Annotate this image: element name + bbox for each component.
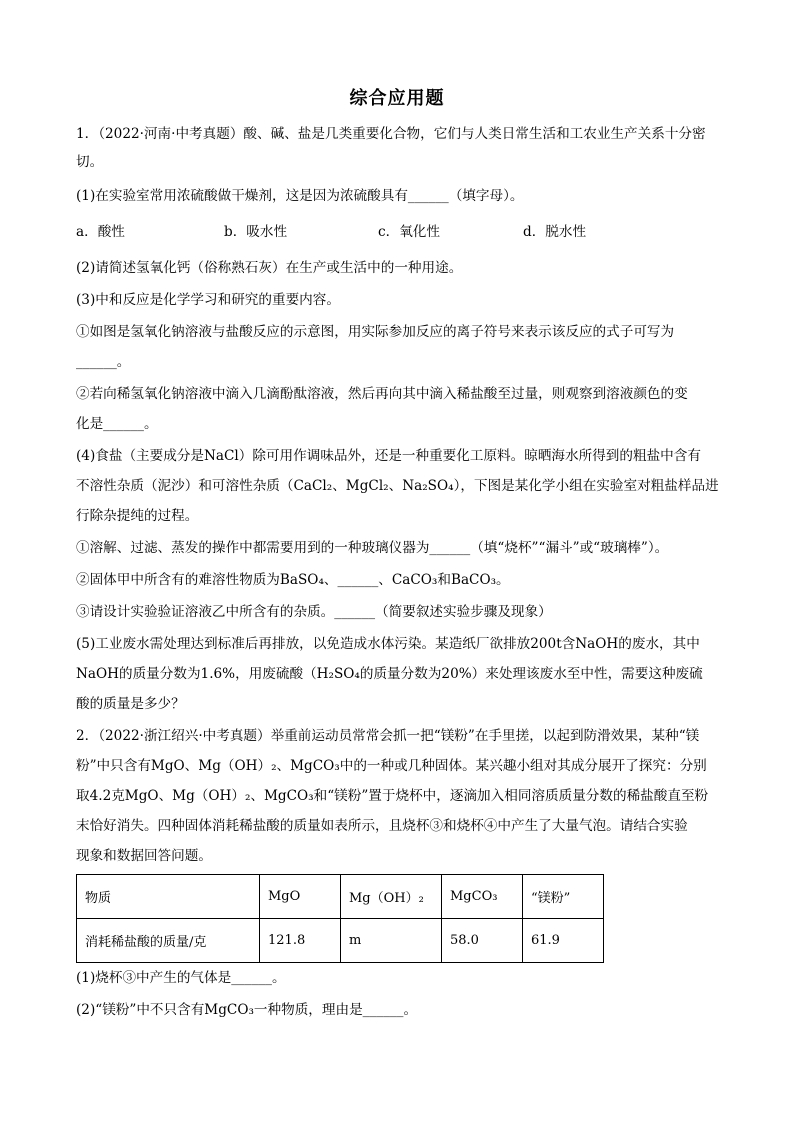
q1-stem-line-1: 1．（2022·河南·中考真题）酸、碱、盐是几类重要化合物，它们与人类日常生活和工农业生产关系十分密 <box>76 126 706 142</box>
q1-part-2: (2)请简述氢氧化钙（俗称熟石灰）在生产或生活中的一种用途。 <box>76 260 463 276</box>
page-title: 综合应用题 <box>349 88 445 109</box>
q2-stem-line-4: 末恰好消失。四种固体消耗稀盐酸的质量如表所示，且烧杯③和烧杯④中产生了大量气泡。请结合实验 <box>76 818 688 834</box>
consumption-table <box>76 874 604 963</box>
q1-part-4-2: ②固体甲中所含有的难溶性物质为BaSO₄、______、CaCO₃和BaCO₃。 <box>76 572 510 588</box>
q1-part-3-2-line-1: ②若向稀氢氧化钠溶液中滴入几滴酚酞溶液，然后再向其中滴入稀盐酸至过量，则观察到溶液颜色的变 <box>76 386 688 402</box>
q2-stem-line-1: 2．（2022·浙江绍兴·中考真题）举重前运动员常常会抓一把“镁粉”在手里搓，以起到防滑效果，某种“镁 <box>76 728 700 744</box>
q1-option-b: b．吸水性 <box>224 224 288 240</box>
q2-part-1: (1)烧杯③中产生的气体是______。 <box>76 970 286 986</box>
q1-part-3: (3)中和反应是化学学习和研究的重要内容。 <box>76 292 340 308</box>
q2-stem-line-2: 粉”中只含有MgO、Mg（OH）₂、MgCO₃中的一种或几种固体。某兴趣小组对其成分展开了探究：分别 <box>76 758 707 774</box>
q1-part-5-line-3: 酸的质量是多少？ <box>76 696 185 712</box>
table-header-cell: MgCO₃ <box>442 875 523 919</box>
table-row <box>77 919 604 963</box>
q1-part-5-line-2: NaOH的质量分数为1.6%，用废硫酸（H₂SO₄的质量分数为20%）来处理该废水至中性，需要这种废硫 <box>76 666 703 682</box>
table-cell: 121.8 <box>260 919 341 963</box>
q1-part-3-1-line-1: ①如图是氢氧化钠溶液与盐酸反应的示意图，用实际参加反应的离子符号来表示该反应的式子可写为 <box>76 324 675 340</box>
table-cell: 消耗稀盐酸的质量/克 <box>77 919 260 963</box>
table-cell: m <box>341 919 442 963</box>
q1-part-3-1-line-2: ______。 <box>76 354 131 370</box>
q1-part-4-line-1: (4)食盐（主要成分是NaCl）除可用作调味品外，还是一种重要化工原料。晾晒海水所得到的粗盐中含有 <box>76 448 701 464</box>
q2-stem-line-3: 取4.2克MgO、Mg（OH）₂、MgCO₃和“镁粉”置于烧杯中，逐滴加入相同溶质质量分数的稀盐酸直至粉 <box>76 788 709 804</box>
table-cell: 61.9 <box>523 919 604 963</box>
q1-option-c: c．氧化性 <box>378 224 440 240</box>
table-header-cell: “镁粉” <box>523 875 604 919</box>
q1-part-3-2-line-2: 化是______。 <box>76 416 158 432</box>
q2-stem-line-5: 现象和数据回答问题。 <box>76 848 212 864</box>
q1-part-1: (1)在实验室常用浓硫酸做干燥剂，这是因为浓硫酸具有______（填字母）。 <box>76 188 524 204</box>
table-header-cell: MgO <box>260 875 341 919</box>
q1-part-4-1: ①溶解、过滤、蒸发的操作中都需要用到的一种玻璃仪器为______（填“烧杯”“漏斗”或“玻璃棒”）。 <box>76 540 669 556</box>
q1-option-a: a．酸性 <box>76 224 125 240</box>
table-header-row <box>77 875 604 919</box>
table-header-cell: Mg（OH）₂ <box>341 875 442 919</box>
q1-part-4-3: ③请设计实验验证溶液乙中所含有的杂质。______（简要叙述实验步骤及现象） <box>76 604 552 620</box>
q1-part-4-line-3: 行除杂提纯的过程。 <box>76 508 199 524</box>
table-header-cell: 物质 <box>77 875 260 919</box>
q1-option-d: d．脱水性 <box>523 224 587 240</box>
q1-part-4-line-2: 不溶性杂质（泥沙）和可溶性杂质（CaCl₂、MgCl₂、Na₂SO₄），下图是某化学小组在实验室对粗盐样品进 <box>76 478 719 494</box>
table-cell: 58.0 <box>442 919 523 963</box>
q2-part-2: (2)“镁粉”中不只含有MgCO₃一种物质，理由是______。 <box>76 1002 418 1018</box>
q1-part-5-line-1: (5)工业废水需处理达到标准后再排放，以免造成水体污染。某造纸厂欲排放200t含NaOH的废水，其中 <box>76 636 700 652</box>
q1-stem-line-2: 切。 <box>76 154 104 170</box>
